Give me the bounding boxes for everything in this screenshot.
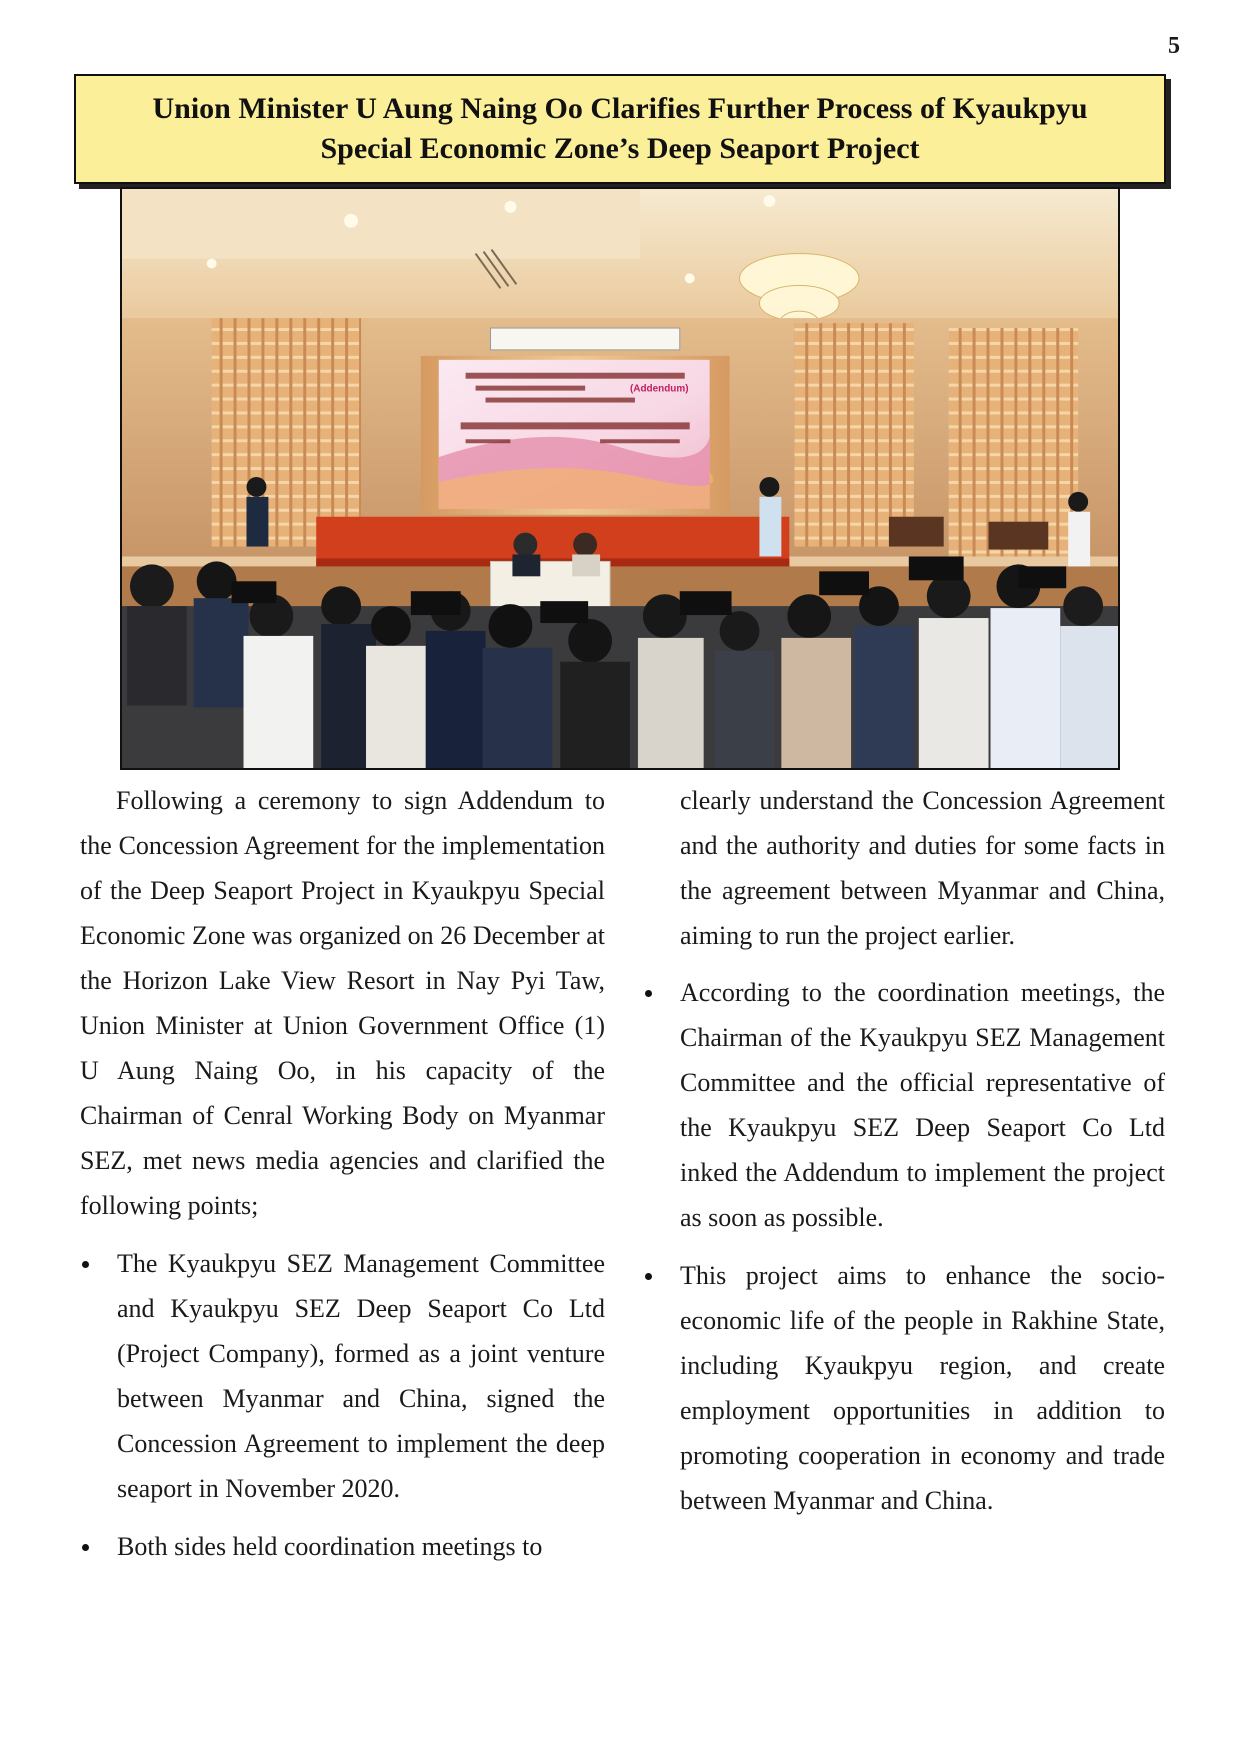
page-number: 5: [1168, 33, 1180, 59]
banner-addendum-label: (Addendum): [629, 383, 689, 395]
article-bullet-2-continued: clearly understand the Concession Agreement and the authority and duties for some facts in the agreement between Myanmar and China, aiming to run the project earlier.: [680, 786, 1165, 950]
article-column-right: [680, 778, 1165, 1536]
article-bullet-1: The Kyaukpyu SEZ Management Committee and Kyaukpyu SEZ Deep Seaport Co Ltd (Project Company), formed as a joint venture between Myanmar and China, signed the Concession Agreement to implement the deep seaport in November 2020.: [80, 1241, 605, 1511]
headline-box: [74, 74, 1166, 184]
headline-line-2: Special Economic Zone’s Deep Seaport Project: [320, 132, 920, 165]
article-intro-paragraph: Following a ceremony to sign Addendum to the Concession Agreement for the implementation of the Deep Seaport Project in Kyaukpyu Special Economic Zone was organized on 26 December at the Horizon Lake View Resort in Nay Pyi Taw, Union Minister at Union Government Office (1) U Aung Naing Oo, in his capacity of the Chairman of Cenral Working Body on Myanmar SEZ, met news media agencies and clarified the following points;: [80, 786, 605, 1220]
article-bullet-list-left: [80, 1241, 605, 1569]
press-conference-illustration: [122, 189, 1118, 768]
article-column-left: [80, 778, 605, 1582]
article-bullet-3: According to the coordination meetings, the Chairman of the Kyaukpyu SEZ Management Committee and the official representative of the Kyaukpyu SEZ Deep Seaport Co Ltd inked the Addendum to implement the project as soon as possible.: [643, 970, 1165, 1240]
press-conference-photo: [120, 187, 1120, 770]
article-bullet-2-start: Both sides held coordination meetings to: [80, 1524, 605, 1569]
headline-line-1: Union Minister U Aung Naing Oo Clarifies Further Process of Kyaukpyu: [152, 92, 1088, 125]
article-bullet-list-right: [680, 970, 1165, 1523]
article-bullet-4: This project aims to enhance the socio-economic life of the people in Rakhine State, including Kyaukpyu region, and create employment opportunities in addition to promoting cooperation in economy and trade between Myanmar and China.: [643, 1253, 1165, 1523]
